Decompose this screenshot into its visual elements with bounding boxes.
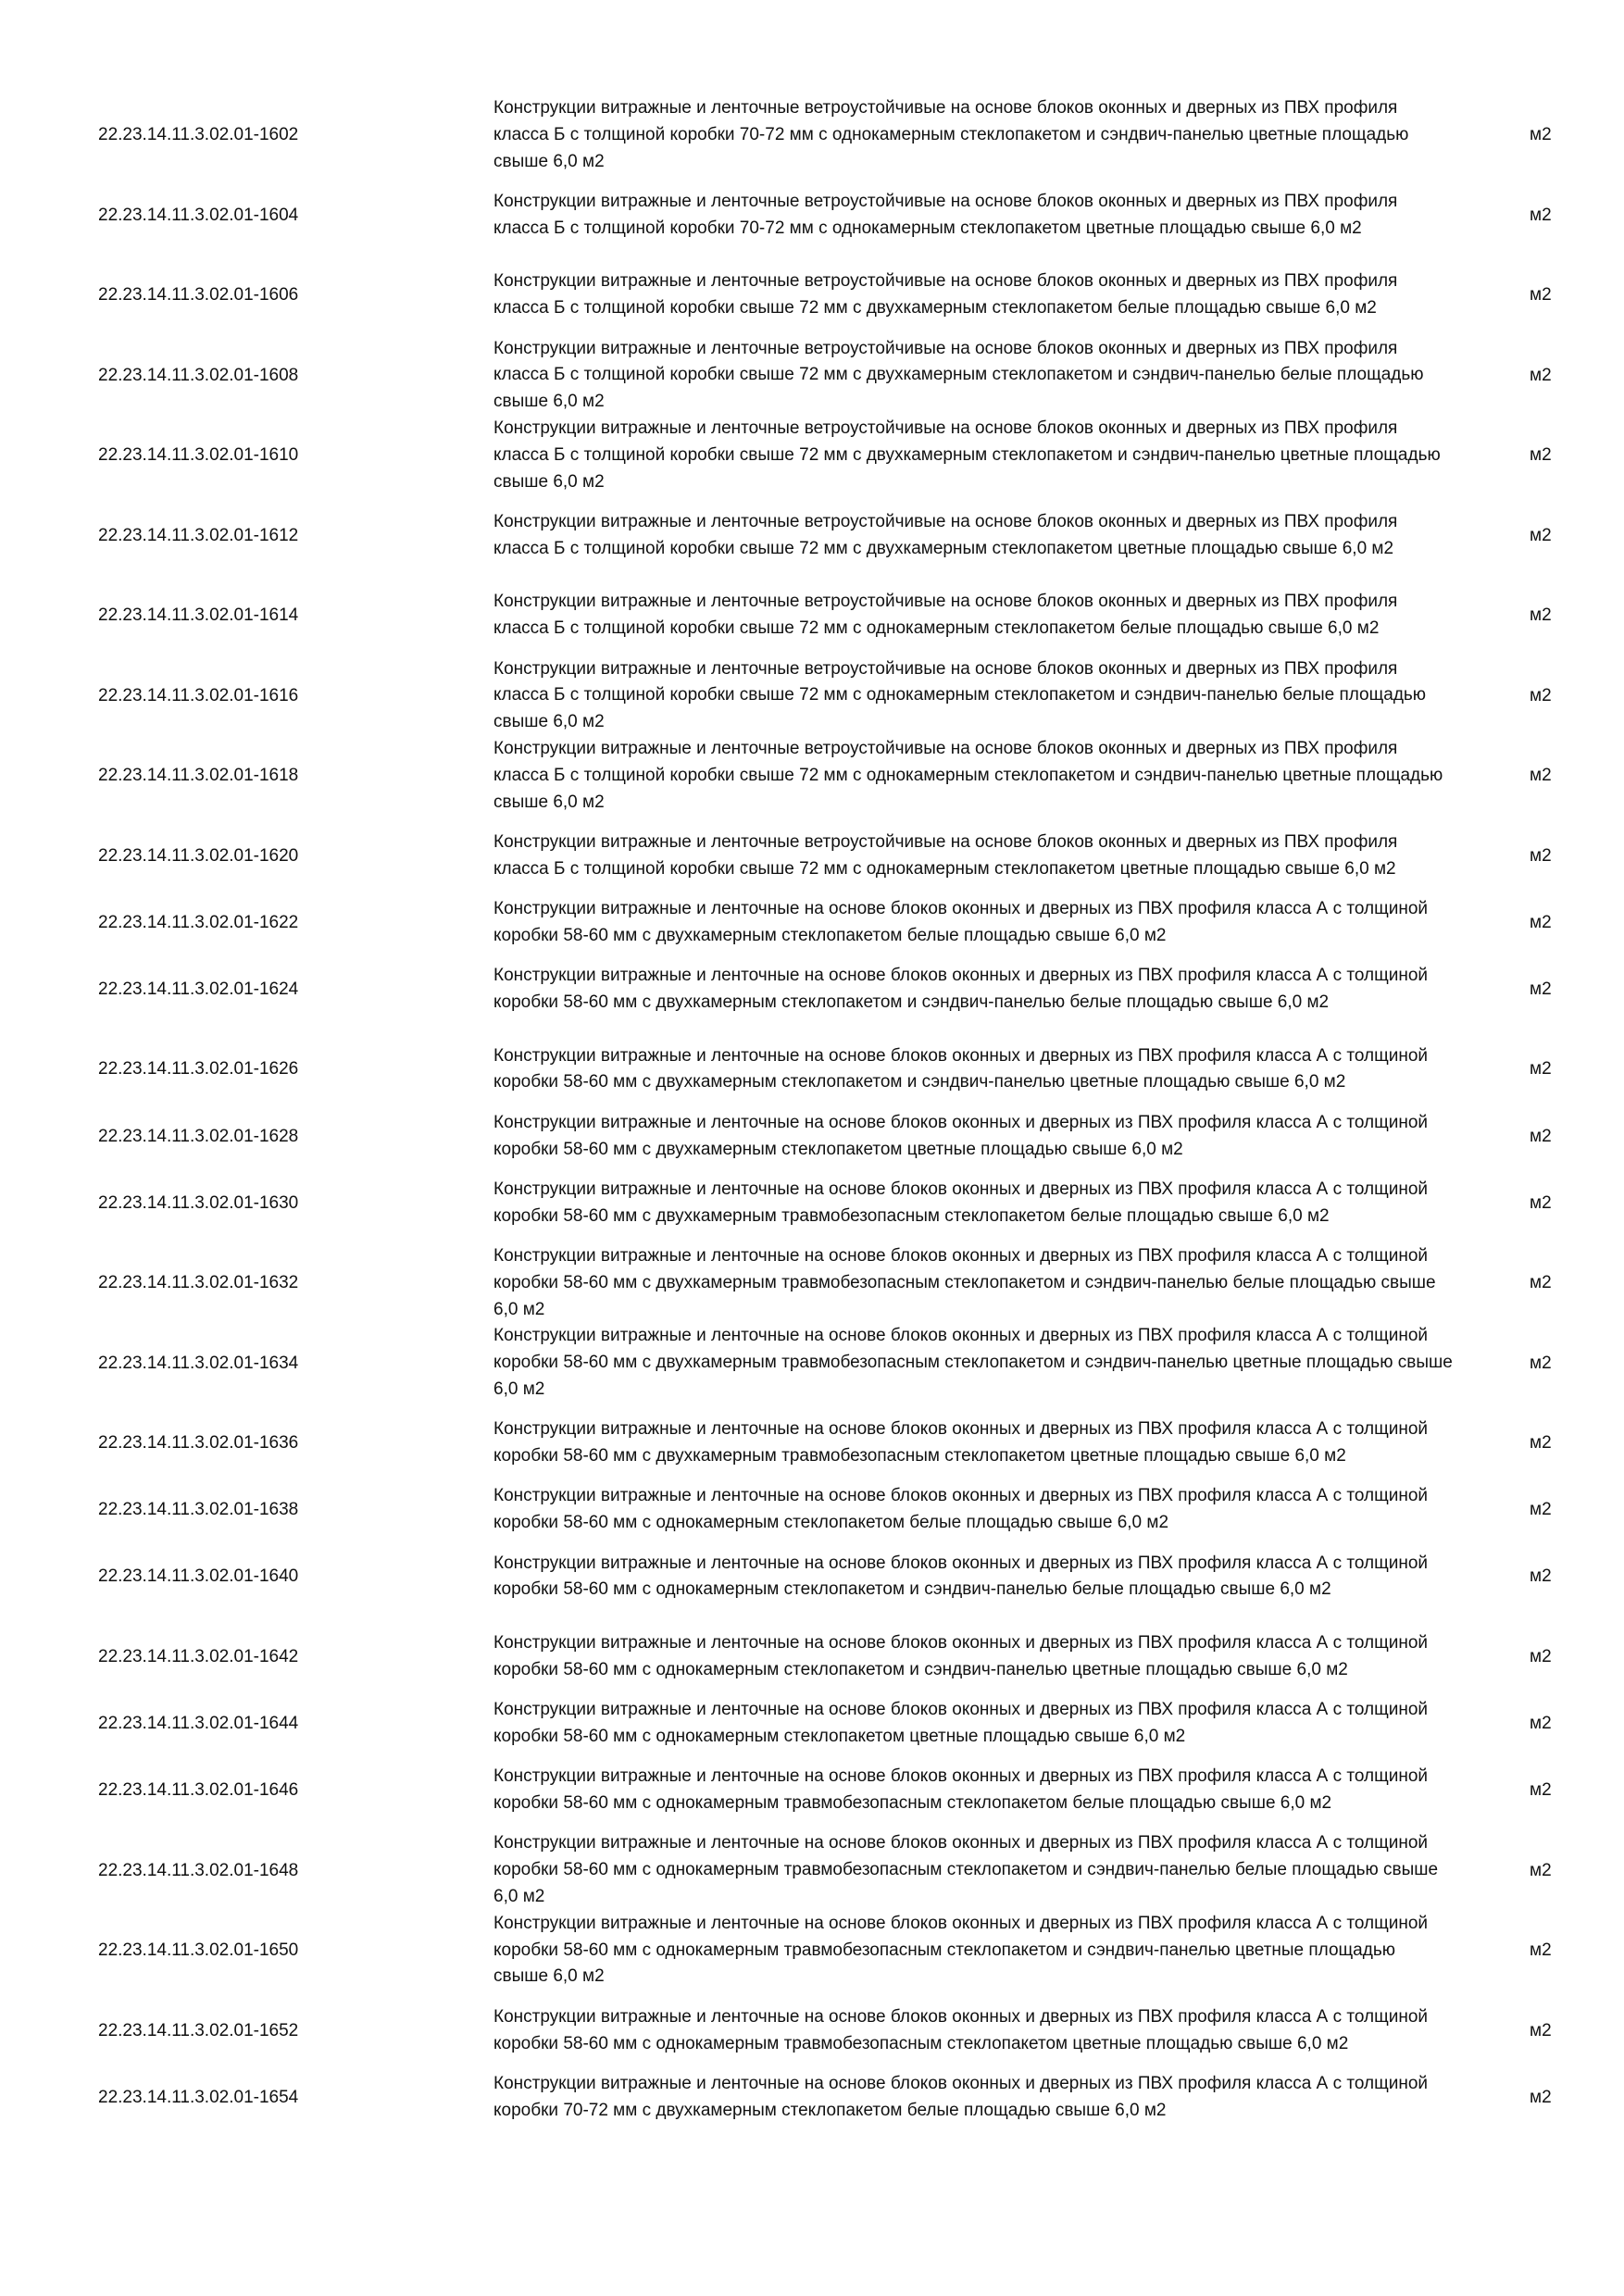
unit-of-measure: м2: [1530, 766, 1552, 786]
resource-description: Конструкции витражные и ленточные на основе блоков оконных и дверных из ПВХ профиля класса А с толщиной коробки 58-60 мм с двухкамерным стеклопакетом и сэндвич-панелью цветные площадью свыше 6,0 м2: [493, 1045, 1429, 1092]
resource-description: Конструкции витражные и ленточные ветроустойчивые на основе блоков оконных и дверных из ПВХ профиля класса Б с толщиной коробки 70-72 мм с однокамерным стеклопакетом цветные площадью свыше 6,0 м2: [493, 191, 1398, 238]
table-row: [0, 1483, 1624, 1537]
table-row: [0, 496, 1624, 577]
table-row: [0, 950, 1624, 1030]
resource-description: Конструкции витражные и ленточные на основе блоков оконных и дверных из ПВХ профиля класса А с толщиной коробки 58-60 мм с однокамерным травмобезопасным стеклопакетом и сэндвич-панелью белые площадью свыше 6,0 м2: [493, 1833, 1439, 1906]
unit-of-measure: м2: [1530, 979, 1552, 999]
unit-of-measure: м2: [1530, 1500, 1552, 1520]
resource-code: 22.23.14.11.3.02.01-1626: [98, 1059, 299, 1079]
table-row: [0, 256, 1624, 336]
resource-description: Конструкции витражные и ленточные на основе блоков оконных и дверных из ПВХ профиля класса А с толщиной коробки 58-60 мм с однокамерным стеклопакетом и сэндвич-панелью белые площадью свыше 6,0 м2: [493, 1553, 1429, 1600]
unit-of-measure: м2: [1530, 1273, 1552, 1293]
resource-code: 22.23.14.11.3.02.01-1628: [98, 1126, 299, 1146]
resource-code: 22.23.14.11.3.02.01-1610: [98, 445, 299, 466]
unit-of-measure: м2: [1530, 285, 1552, 306]
resource-code: 22.23.14.11.3.02.01-1606: [98, 285, 299, 306]
resource-code: 22.23.14.11.3.02.01-1622: [98, 912, 299, 932]
resource-code: 22.23.14.11.3.02.01-1648: [98, 1860, 299, 1880]
table-row: [0, 1697, 1624, 1751]
resource-description: Конструкции витражные и ленточные на основе блоков оконных и дверных из ПВХ профиля класса А с толщиной коробки 58-60 мм с двухкамерным травмобезопасным стеклопакетом и сэндвич-панелью белые площадью свыше 6,0 м2: [493, 1245, 1436, 1319]
unit-of-measure: м2: [1530, 2020, 1552, 2040]
unit-of-measure: м2: [1530, 2087, 1552, 2107]
resource-description: Конструкции витражные и ленточные ветроустойчивые на основе блоков оконных и дверных из ПВХ профиля класса Б с толщиной коробки свыше 72 мм с однокамерным стеклопакетом цветные площадью свыше 6,0 м2: [493, 831, 1398, 879]
resource-code: 22.23.14.11.3.02.01-1646: [98, 1780, 299, 1800]
resource-code: 22.23.14.11.3.02.01-1654: [98, 2087, 299, 2107]
table-row: [0, 1029, 1624, 1110]
table-row: [0, 1830, 1624, 1911]
unit-of-measure: м2: [1530, 205, 1552, 225]
table-row: [0, 1323, 1624, 1404]
resource-code: 22.23.14.11.3.02.01-1620: [98, 845, 299, 866]
resource-code: 22.23.14.11.3.02.01-1642: [98, 1646, 299, 1666]
resource-description: Конструкции витражные и ленточные на основе блоков оконных и дверных из ПВХ профиля класса А с толщиной коробки 58-60 мм с двухкамерным стеклопакетом белые площадью свыше 6,0 м2: [493, 899, 1429, 945]
unit-of-measure: м2: [1530, 1433, 1552, 1454]
resource-code: 22.23.14.11.3.02.01-1614: [98, 605, 299, 626]
table-row: [0, 1404, 1624, 1484]
resource-description: Конструкции витражные и ленточные на основе блоков оконных и дверных из ПВХ профиля класса А с толщиной коробки 58-60 мм с двухкамерным стеклопакетом цветные площадью свыше 6,0 м2: [493, 1112, 1429, 1159]
unit-of-measure: м2: [1530, 1192, 1552, 1213]
resource-code: 22.23.14.11.3.02.01-1630: [98, 1192, 299, 1213]
unit-of-measure: м2: [1530, 1566, 1552, 1587]
resource-code: 22.23.14.11.3.02.01-1608: [98, 365, 299, 385]
resource-description: Конструкции витражные и ленточные ветроустойчивые на основе блоков оконных и дверных из ПВХ профиля класса Б с толщиной коробки свыше 72 мм с однокамерным стеклопакетом и сэндвич-панелью белые площадью свыше 6,0 м2: [493, 658, 1427, 732]
table-row: [0, 656, 1624, 737]
unit-of-measure: м2: [1530, 1940, 1552, 1960]
resource-code: 22.23.14.11.3.02.01-1636: [98, 1433, 299, 1454]
resource-code: 22.23.14.11.3.02.01-1604: [98, 205, 299, 225]
table-row: [0, 576, 1624, 656]
resource-description: Конструкции витражные и ленточные на основе блоков оконных и дверных из ПВХ профиля класса А с толщиной коробки 58-60 мм с однокамерным травмобезопасным стеклопакетом цветные площадью свыше 6,0 м2: [493, 2006, 1429, 2053]
table-row: [0, 1911, 1624, 1991]
unit-of-measure: м2: [1530, 1126, 1552, 1146]
resource-description: Конструкции витражные и ленточные на основе блоков оконных и дверных из ПВХ профиля класса А с толщиной коробки 58-60 мм с однокамерным травмобезопасным стеклопакетом белые площадью свыше 6,0 м2: [493, 1766, 1429, 1813]
table-row: [0, 896, 1624, 950]
resource-code: 22.23.14.11.3.02.01-1644: [98, 1713, 299, 1733]
table-row: [0, 1163, 1624, 1243]
resource-description: Конструкции витражные и ленточные на основе блоков оконных и дверных из ПВХ профиля класса А с толщиной коробки 58-60 мм с двухкамерным травмобезопасным стеклопакетом цветные площадью свыше 6,0 м2: [493, 1419, 1429, 1466]
unit-of-measure: м2: [1530, 845, 1552, 866]
unit-of-measure: м2: [1530, 1713, 1552, 1733]
table-row: [0, 1617, 1624, 1698]
table-row: [0, 176, 1624, 256]
resource-code: 22.23.14.11.3.02.01-1602: [98, 125, 299, 145]
unit-of-measure: м2: [1530, 1860, 1552, 1880]
resource-code: 22.23.14.11.3.02.01-1624: [98, 979, 299, 999]
unit-of-measure: м2: [1530, 1353, 1552, 1373]
table-row: [0, 1751, 1624, 1831]
table-row: [0, 95, 1624, 176]
table-row: [0, 1110, 1624, 1164]
unit-of-measure: м2: [1530, 365, 1552, 385]
unit-of-measure: м2: [1530, 1646, 1552, 1666]
resource-code: 22.23.14.11.3.02.01-1650: [98, 1940, 299, 1960]
resource-code: 22.23.14.11.3.02.01-1632: [98, 1273, 299, 1293]
table-row: [0, 416, 1624, 496]
resource-description: Конструкции витражные и ленточные ветроустойчивые на основе блоков оконных и дверных из ПВХ профиля класса Б с толщиной коробки свыше 72 мм с двухкамерным стеклопакетом цветные площадью свыше 6,0 м2: [493, 511, 1398, 558]
price-table: [0, 95, 1624, 2124]
resource-code: 22.23.14.11.3.02.01-1616: [98, 685, 299, 705]
table-row: [0, 1990, 1624, 2071]
unit-of-measure: м2: [1530, 1780, 1552, 1800]
resource-code: 22.23.14.11.3.02.01-1638: [98, 1500, 299, 1520]
resource-description: Конструкции витражные и ленточные ветроустойчивые на основе блоков оконных и дверных из ПВХ профиля класса Б с толщиной коробки свыше 72 мм с двухкамерным стеклопакетом и сэндвич-панелью цветные площадью свыше 6,0 м2: [493, 418, 1441, 492]
resource-code: 22.23.14.11.3.02.01-1618: [98, 766, 299, 786]
resource-description: Конструкции витражные и ленточные на основе блоков оконных и дверных из ПВХ профиля класса А с толщиной коробки 58-60 мм с однокамерным травмобезопасным стеклопакетом и сэндвич-панелью цветные площадью свыше 6,0 м2: [493, 1913, 1429, 1987]
table-row: [0, 2071, 1624, 2125]
resource-description: Конструкции витражные и ленточные на основе блоков оконных и дверных из ПВХ профиля класса А с толщиной коробки 58-60 мм с двухкамерным травмобезопасным стеклопакетом и сэндвич-панелью цветные площадью свыше 6,0 м2: [493, 1326, 1453, 1400]
table-row: [0, 336, 1624, 417]
unit-of-measure: м2: [1530, 912, 1552, 932]
resource-description: Конструкции витражные и ленточные ветроустойчивые на основе блоков оконных и дверных из ПВХ профиля класса Б с толщиной коробки свыше 72 мм с однокамерным стеклопакетом и сэндвич-панелью цветные площадью свыше 6,0 м2: [493, 739, 1443, 812]
resource-description: Конструкции витражные и ленточные ветроустойчивые на основе блоков оконных и дверных из ПВХ профиля класса Б с толщиной коробки 70-72 мм с однокамерным стеклопакетом и сэндвич-панелью цветные площадью свыше 6,0 м2: [493, 98, 1409, 171]
resource-description: Конструкции витражные и ленточные ветроустойчивые на основе блоков оконных и дверных из ПВХ профиля класса Б с толщиной коробки свыше 72 мм с однокамерным стеклопакетом белые площадью свыше 6,0 м2: [493, 592, 1398, 639]
table-row: [0, 1243, 1624, 1324]
resource-description: Конструкции витражные и ленточные на основе блоков оконных и дверных из ПВХ профиля класса А с толщиной коробки 58-60 мм с однокамерным стеклопакетом и сэндвич-панелью цветные площадью свыше 6,0 м2: [493, 1633, 1429, 1679]
unit-of-measure: м2: [1530, 685, 1552, 705]
unit-of-measure: м2: [1530, 125, 1552, 145]
resource-description: Конструкции витражные и ленточные ветроустойчивые на основе блоков оконных и дверных из ПВХ профиля класса Б с толщиной коробки свыше 72 мм с двухкамерным стеклопакетом и сэндвич-панелью белые площадью свыше 6,0 м2: [493, 338, 1424, 412]
resource-code: 22.23.14.11.3.02.01-1652: [98, 2020, 299, 2040]
resource-description: Конструкции витражные и ленточные на основе блоков оконных и дверных из ПВХ профиля класса А с толщиной коробки 70-72 мм с двухкамерным стеклопакетом белые площадью свыше 6,0 м2: [493, 2073, 1429, 2120]
table-row: [0, 1537, 1624, 1617]
resource-code: 22.23.14.11.3.02.01-1612: [98, 525, 299, 545]
resource-description: Конструкции витражные и ленточные на основе блоков оконных и дверных из ПВХ профиля класса А с толщиной коробки 58-60 мм с двухкамерным стеклопакетом и сэндвич-панелью белые площадью свыше 6,0 м2: [493, 966, 1429, 1012]
unit-of-measure: м2: [1530, 525, 1552, 545]
resource-description: Конструкции витражные и ленточные на основе блоков оконных и дверных из ПВХ профиля класса А с толщиной коробки 58-60 мм с однокамерным стеклопакетом цветные площадью свыше 6,0 м2: [493, 1700, 1429, 1746]
resource-code: 22.23.14.11.3.02.01-1634: [98, 1353, 299, 1373]
resource-description: Конструкции витражные и ленточные на основе блоков оконных и дверных из ПВХ профиля класса А с толщиной коробки 58-60 мм с однокамерным стеклопакетом белые площадью свыше 6,0 м2: [493, 1486, 1429, 1533]
table-row: [0, 817, 1624, 897]
unit-of-measure: м2: [1530, 445, 1552, 466]
table-row: [0, 736, 1624, 817]
unit-of-measure: м2: [1530, 1059, 1552, 1079]
unit-of-measure: м2: [1530, 605, 1552, 626]
resource-description: Конструкции витражные и ленточные ветроустойчивые на основе блоков оконных и дверных из ПВХ профиля класса Б с толщиной коробки свыше 72 мм с двухкамерным стеклопакетом белые площадью свыше 6,0 м2: [493, 271, 1398, 318]
resource-code: 22.23.14.11.3.02.01-1640: [98, 1566, 299, 1587]
resource-description: Конструкции витражные и ленточные на основе блоков оконных и дверных из ПВХ профиля класса А с толщиной коробки 58-60 мм с двухкамерным травмобезопасным стеклопакетом белые площадью свыше 6,0 м2: [493, 1179, 1429, 1226]
